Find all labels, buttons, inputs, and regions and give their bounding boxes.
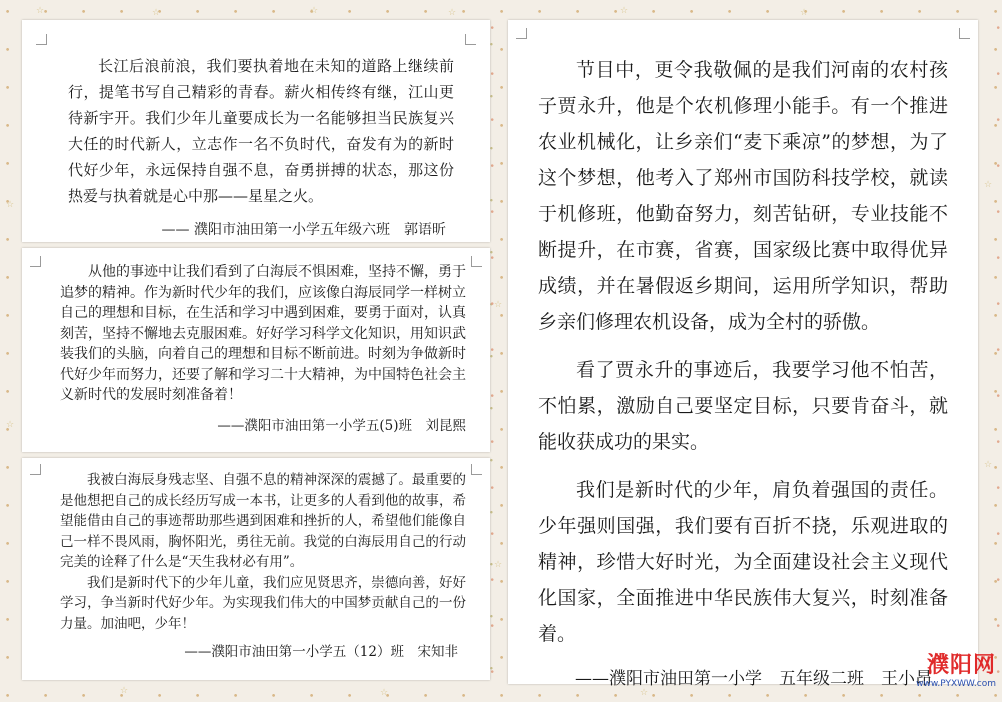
- star-decoration: ☆: [120, 686, 129, 696]
- crop-mark: [30, 256, 41, 267]
- star-decoration: ☆: [36, 6, 45, 16]
- star-decoration: ☆: [494, 300, 503, 310]
- author-signature: ——濮阳市油田第一小学五（12）班 宋知非: [184, 644, 458, 660]
- essay-paragraph: 我们是新时代下的少年儿童，我们应见贤思齐，崇德向善，好好学习，争当新时代好少年。为实现我们伟大的中国梦贡献自己的一份力量。加油吧，少年！: [60, 574, 466, 632]
- author-signature: ——濮阳市油田第一小学 五年级二班 王小昂: [575, 669, 932, 689]
- star-decoration: ☆: [380, 688, 389, 698]
- essay-panel-2: [22, 248, 490, 452]
- watermark-url: www.PYXWW.com: [916, 679, 996, 689]
- crop-mark: [30, 464, 41, 475]
- essay-paragraph: 我被白海辰身残志坚、自强不息的精神深深的震撼了。最重要的是他想把自己的成长经历写成一本书，让更多的人看到他的故事，希望能借由自己的事迹帮助那些遇到困难和挫折的人，希望他们能像自己一样不畏风雨，胸怀阳光，勇往无前。我觉的白海辰用自己的行动完美的诠释了什么是“天生我材必有用”。: [60, 472, 466, 570]
- crop-mark: [471, 464, 482, 475]
- star-decoration: ☆: [310, 6, 319, 16]
- crop-mark: [959, 28, 970, 39]
- author-signature: ——濮阳市油田第一小学五(5)班 刘昆熙: [217, 417, 466, 434]
- author-signature: —— 濮阳市油田第一小学五年级六班 郭语昕: [161, 222, 446, 238]
- crop-mark: [36, 34, 47, 45]
- crop-mark: [465, 34, 476, 45]
- star-decoration: ☆: [494, 560, 503, 570]
- watermark-logo: 濮阳网: [926, 653, 996, 678]
- essay-panel-3: [22, 458, 490, 680]
- essay-paragraph: 节目中，更令我敬佩的是我们河南的农村孩子贾永升，他是个农机修理小能手。有一个推进农业机械化，让乡亲们“麦下乘凉”的梦想，为了这个梦想，他考入了郑州市国防科技学校，就读于机修班，他勤奋努力，刻苦钻研，专业技能不断提升，在市赛，省赛，国家级比赛中取得优异成绩，并在暑假返乡期间，运用所学知识，帮助乡亲们修理农机设备，成为全村的骄傲。: [538, 59, 948, 333]
- star-decoration: ☆: [6, 200, 15, 210]
- site-watermark: [904, 654, 996, 694]
- essay-paragraph: 长江后浪前浪，我们要执着地在未知的道路上继续前行，提笔书写自己精彩的青春。薪火相传终有继，江山更待新宇开。我们少年儿童要成长为一名能够担当民族复兴大任的时代新人，立志作一名不负时代，奋发有为的新时代好少年，永远保持自强不息，奋勇拼搏的状态，那这份热爱与执着就是心中那——星星之火。: [68, 57, 454, 205]
- star-decoration: ☆: [620, 6, 629, 16]
- star-decoration: ☆: [640, 688, 649, 698]
- crop-mark: [516, 28, 527, 39]
- star-decoration: ☆: [152, 8, 161, 18]
- star-decoration: ☆: [984, 460, 993, 470]
- crop-mark: [471, 256, 482, 267]
- star-decoration: ☆: [6, 420, 15, 430]
- essay-paragraph: 从他的事迹中让我们看到了白海辰不惧困难，坚持不懈，勇于追梦的精神。作为新时代少年的我们，应该像白海辰同学一样树立自己的理想和目标，在生活和学习中遇到困难，要勇于面对，认真刻苦，坚持不懈地去克服困难。好好学习科学文化知识，用知识武装我们的头脑，向着自己的理想和目标不断前进。时刻为争做新时代好少年而努力，还要了解和学习二十大精神，为中国特色社会主义新时代的发展时刻准备着！: [60, 264, 466, 403]
- star-decoration: ☆: [448, 8, 457, 18]
- essay-paragraph: 看了贾永升的事迹后，我要学习他不怕苦，不怕累，激励自己要坚定目标，只要肯奋斗，就能收获成功的果实。: [538, 359, 948, 453]
- essay-paragraph: 我们是新时代的少年，肩负着强国的责任。少年强则国强，我们要有百折不挠，乐观进取的精神，珍惜大好时光，为全面建设社会主义现代化国家，全面推进中华民族伟大复兴，时刻准备着。: [538, 479, 948, 645]
- essay-panel-1: [22, 20, 490, 242]
- star-decoration: ☆: [800, 8, 809, 18]
- star-decoration: ☆: [984, 180, 993, 190]
